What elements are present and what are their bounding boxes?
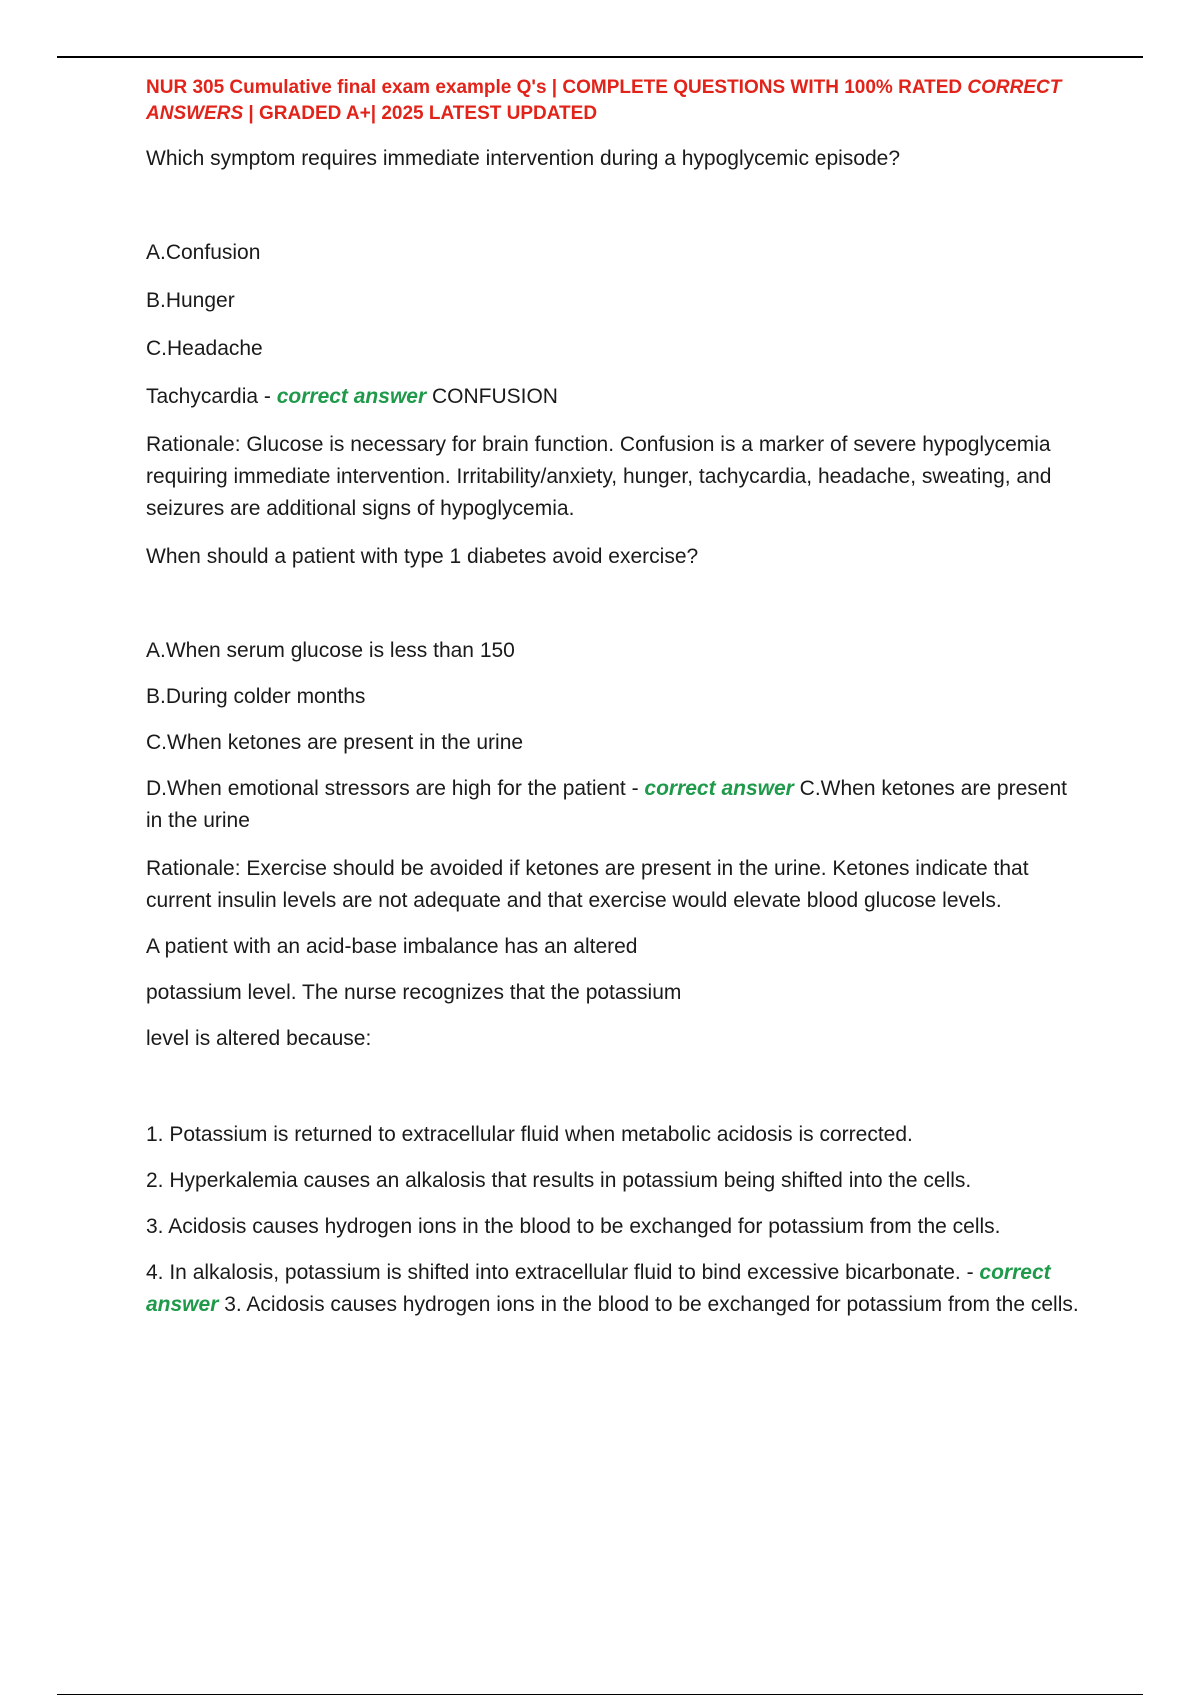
question-2: When should a patient with type 1 diabetes avoid exercise?: [146, 545, 699, 568]
q2-answer-line: [146, 773, 1086, 837]
q1-answer: CONFUSION: [426, 385, 558, 408]
question-1: Which symptom requires immediate intervention during a hypoglycemic episode?: [146, 147, 901, 170]
question-3-line-2: potassium level. The nurse recognizes that the potassium: [146, 981, 682, 1004]
q2-option-b: B.During colder months: [146, 685, 366, 708]
q3-option-2: 2. Hyperkalemia causes an alkalosis that results in potassium being shifted into the cells.: [146, 1169, 972, 1192]
q3-option-1: 1. Potassium is returned to extracellular fluid when metabolic acidosis is corrected.: [146, 1123, 913, 1146]
q2-answer: C.When ketones are present in the urine: [146, 777, 1067, 832]
bottom-rule: [57, 1694, 1143, 1695]
q1-option-d: Tachycardia -: [146, 385, 277, 408]
question-3-line-1: A patient with an acid-base imbalance has an altered: [146, 935, 638, 958]
q1-rationale: Rationale: Glucose is necessary for brain function. Confusion is a marker of severe hypoglycemia requiring immediate intervention. Irritability/anxiety, hunger, tachycardia, headache, sweating, and seizures are additional signs of hypoglycemia.: [146, 433, 1052, 520]
q2-option-a: A.When serum glucose is less than 150: [146, 639, 515, 662]
correct-answer-label: correct answer: [146, 1261, 1051, 1316]
q1-option-b: B.Hunger: [146, 289, 235, 312]
title-italic-text: CORRECT ANSWERS: [146, 77, 1062, 124]
q1-answer-line: [146, 381, 1086, 413]
q3-answer: 3. Acidosis causes hydrogen ions in the blood to be exchanged for potassium from the cells.: [218, 1293, 1079, 1316]
top-rule: [57, 56, 1143, 58]
title-text-end: | GRADED A+| 2025 LATEST UPDATED: [243, 103, 598, 124]
correct-answer-label: correct answer: [276, 385, 427, 408]
q1-option-c: C.Headache: [146, 337, 263, 360]
q1-option-a: A.Confusion: [146, 241, 261, 264]
correct-answer-label: correct answer: [644, 777, 794, 800]
q2-option-c: C.When ketones are present in the urine: [146, 731, 524, 754]
q3-option-4: 4. In alkalosis, potassium is shifted into extracellular fluid to bind excessive bicarbonate. -: [146, 1261, 980, 1284]
q2-rationale: Rationale: Exercise should be avoided if ketones are present in the urine. Ketones indicate that current insulin levels are not adequate and that exercise would elevate blood glucose levels.: [146, 857, 1029, 912]
document-body: [146, 75, 1086, 1321]
question-3-line-3: level is altered because:: [146, 1027, 372, 1050]
q3-answer-line: [146, 1257, 1086, 1321]
title-text: NUR 305 Cumulative final exam example Q's | COMPLETE QUESTIONS WITH 100% RATED: [146, 77, 968, 98]
document-title: [146, 75, 1086, 127]
q2-option-d: D.When emotional stressors are high for the patient -: [146, 777, 645, 800]
q3-option-3: 3. Acidosis causes hydrogen ions in the blood to be exchanged for potassium from the cells.: [146, 1215, 1001, 1238]
